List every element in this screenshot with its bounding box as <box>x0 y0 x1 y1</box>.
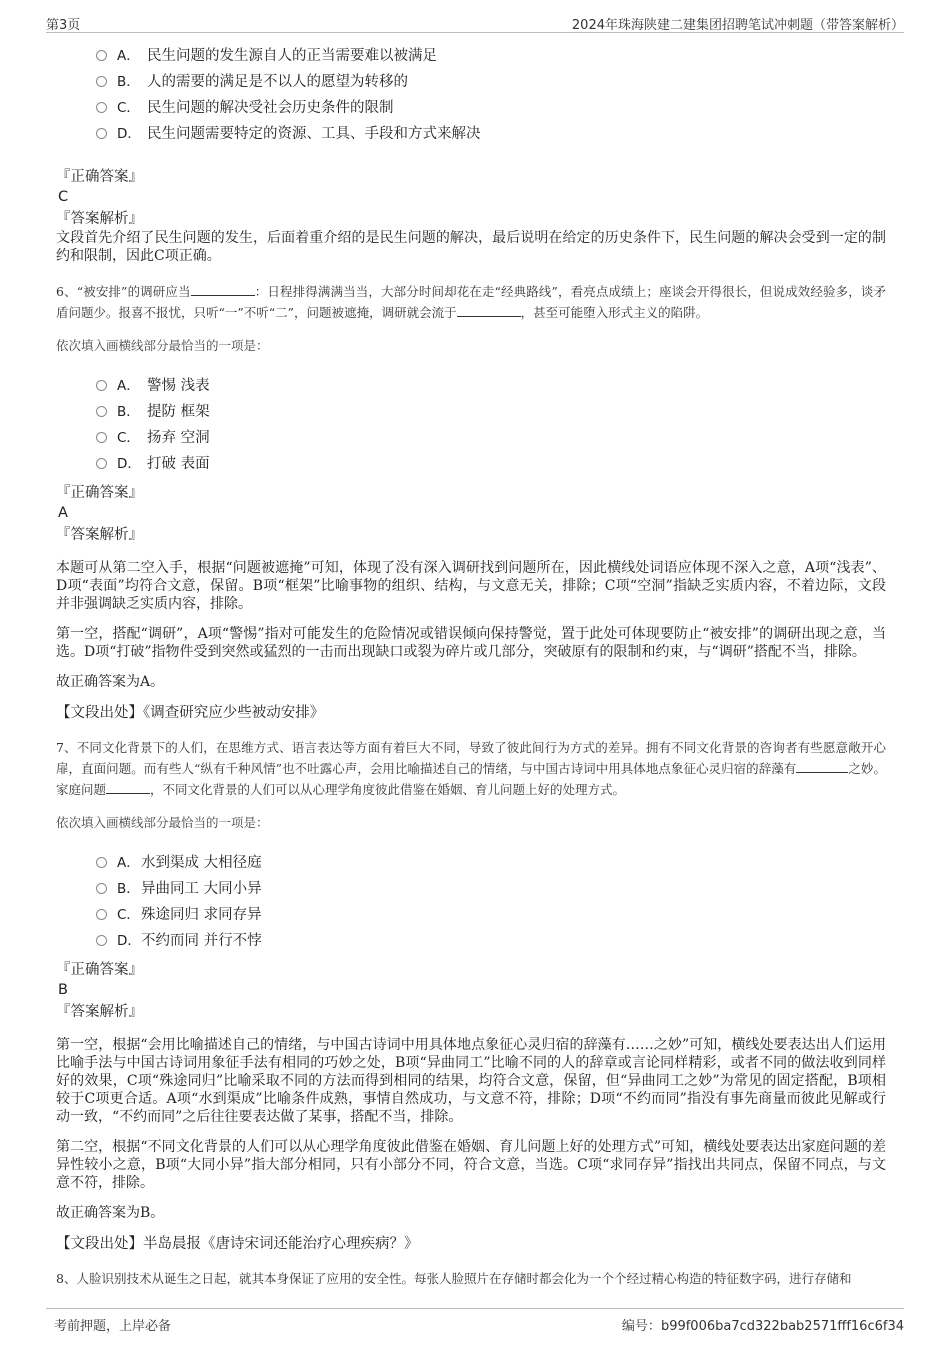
radio-icon[interactable] <box>96 406 107 417</box>
radio-icon[interactable] <box>96 76 107 87</box>
q7-option-c[interactable]: C．殊途同归 求同存异 <box>96 902 886 928</box>
q5-options <box>56 43 886 147</box>
blank-line <box>457 304 521 317</box>
q5-option-a[interactable]: A． 民生问题的发生源自人的正当需要难以被满足 <box>96 43 886 69</box>
q5-analysis-label: 『答案解析』 <box>56 211 143 227</box>
q6-stem: 6、“被安排”的调研应当 ：日程排得满满当当，大部分时间却花在走“经典路线”，看亮点成绩上；座谈会开得很长，但说成效经验多，谈矛盾问题少。报喜不报忧，只听“一”不听“二”，问题被遮掩，调研就会流于 ，甚至可能堕入形式主义的陷阱。 <box>56 284 886 320</box>
q5-analysis: 文段首先介绍了民生问题的发生，后面着重介绍的是民生问题的解决，最后说明在给定的历史条件下，民生问题的解决会受到一定的制约和限制，因此C项正确。 <box>56 230 886 264</box>
q6-conclusion: 故正确答案为A。 <box>56 674 165 690</box>
q7-prompt: 依次填入画横线部分最恰当的一项是： <box>56 815 269 830</box>
radio-icon[interactable] <box>96 935 107 946</box>
q6-answer-label: 『正确答案』 <box>56 485 143 501</box>
q6-option-c[interactable]: C． 扬弃 空洞 <box>96 425 886 451</box>
q7-answer: B <box>58 982 68 998</box>
q6-answer: A <box>58 505 68 521</box>
radio-icon[interactable] <box>96 432 107 443</box>
blank-line <box>191 283 255 296</box>
radio-icon[interactable] <box>96 128 107 139</box>
page-header <box>46 10 904 33</box>
radio-icon[interactable] <box>96 380 107 391</box>
radio-icon[interactable] <box>96 102 107 113</box>
document-title: 2024年珠海陕建二建集团招聘笔试冲刺题（带答案解析） <box>571 18 904 33</box>
radio-icon[interactable] <box>96 857 107 868</box>
q6-analysis-1: 本题可从第二空入手，根据“问题被遮掩”可知，体现了没有深入调研找到问题所在，因此横线处词语应体现不深入之意，A项“浅表”、D项“表面”均符合文意，保留。B项“框架”比喻事物的组织、结构，与文意无关，排除；C项“空洞”指缺乏实质内容，不着边际，文段并非强调缺乏实质内容，排除。 <box>56 560 886 612</box>
q5-answer-label: 『正确答案』 <box>56 169 143 185</box>
q7-analysis-label: 『答案解析』 <box>56 1004 143 1020</box>
q6-options <box>56 373 886 477</box>
q7-option-d[interactable]: D．不约而同 并行不悖 <box>96 928 886 954</box>
q6-analysis-label: 『答案解析』 <box>56 527 143 543</box>
q6-option-d[interactable]: D． 打破 表面 <box>96 451 886 477</box>
blank-line <box>106 781 150 794</box>
q7-answer-label: 『正确答案』 <box>56 962 143 978</box>
footer-code: 编号：b99f006ba7cd322bab2571fff16c6f34 <box>621 1319 904 1334</box>
radio-icon[interactable] <box>96 458 107 469</box>
radio-icon[interactable] <box>96 909 107 920</box>
q5-option-d[interactable]: D． 民生问题需要特定的资源、工具、手段和方式来解决 <box>96 121 886 147</box>
q5-option-c[interactable]: C． 民生问题的解决受社会历史条件的限制 <box>96 95 886 121</box>
q7-source: 【文段出处】半岛晨报《唐诗宋词还能治疗心理疾病？》 <box>56 1236 419 1252</box>
q7-conclusion: 故正确答案为B。 <box>56 1205 165 1221</box>
page-content <box>56 40 886 1298</box>
page-footer <box>46 1308 904 1333</box>
blank-line <box>822 760 848 773</box>
q6-source: 【文段出处】《调查研究应少些被动安排》 <box>56 705 325 721</box>
radio-icon[interactable] <box>96 50 107 61</box>
q5-answer: C <box>58 189 69 205</box>
q7-stem: 7、不同文化背景下的人们，在思维方式、语言表达等方面有着巨大不同，导致了彼此间行为方式的差异。拥有不同文化背景的咨询者有些愿意敞开心扉，直面问题。而有些人“纵有千种风情”也不吐露心声，会用比喻描述自己的情绪，与中国古诗词中用具体地点象征心灵归宿的辞藻有 之妙。家庭问题 ，不同文化背景的人们可以从心理学角度彼此借鉴在婚姻、育儿问题上好的处理方式。 <box>56 740 886 797</box>
q7-option-b[interactable]: B．异曲同工 大同小异 <box>96 876 886 902</box>
blank-line <box>796 760 822 773</box>
q6-analysis-2: 第一空，搭配“调研”，A项“警惕”指对可能发生的危险情况或错误倾向保持警觉，置于此处可体现要防止“被安排”的调研出现之意，当选。D项“打破”指物件受到突然或猛烈的一击而出现缺口或裂为碎片或几部分，突破原有的限制和约束，与“调研”搭配不当，排除。 <box>56 626 886 660</box>
q8-stem: 8、人脸识别技术从诞生之日起，就其本身保证了应用的安全性。每张人脸照片在存储时都会化为一个个经过精心构造的特征数字码，进行存储和 <box>56 1271 852 1286</box>
q6-option-a[interactable]: A． 警惕 浅表 <box>96 373 886 399</box>
q6-option-b[interactable]: B． 提防 框架 <box>96 399 886 425</box>
q7-options <box>56 850 886 954</box>
radio-icon[interactable] <box>96 883 107 894</box>
footer-slogan: 考前押题，上岸必备 <box>54 1319 172 1334</box>
q7-analysis-2: 第二空，根据“不同文化背景的人们可以从心理学角度彼此借鉴在婚姻、育儿问题上好的处理方式”可知，横线处要表达出家庭问题的差异性较小之意，B项“大同小异”指大部分相同，只有小部分不同，符合文意，当选。C项“求同存异”指找出共同点，保留不同点，与文意不符，排除。 <box>56 1139 886 1191</box>
q7-option-a[interactable]: A．水到渠成 大相径庭 <box>96 850 886 876</box>
page-number: 第3页 <box>46 18 81 33</box>
q6-prompt: 依次填入画横线部分最恰当的一项是： <box>56 338 269 353</box>
q7-analysis-1: 第一空，根据“会用比喻描述自己的情绪，与中国古诗词中用具体地点象征心灵归宿的辞藻有……之妙”可知，横线处要表达出人们运用比喻手法与中国古诗词用象征手法有相同的巧妙之处，B项“异曲同工”比喻不同的人的辞章或言论同样精彩，或者不同的做法收到同样好的效果，C项“殊途同归”比喻采取不同的方法而得到相同的结果，均符合文意，保留，但“异曲同工之妙”为常见的固定搭配，B项相较于C项更合适。A项“水到渠成”比喻条件成熟，事情自然成功，与文意不符，排除；D项“不约而同”指没有事先商量而彼此见解或行动一致，“不约而同”之后往往要表达做了某事，搭配不当，排除。 <box>56 1037 886 1125</box>
q5-option-b[interactable]: B． 人的需要的满足是不以人的愿望为转移的 <box>96 69 886 95</box>
